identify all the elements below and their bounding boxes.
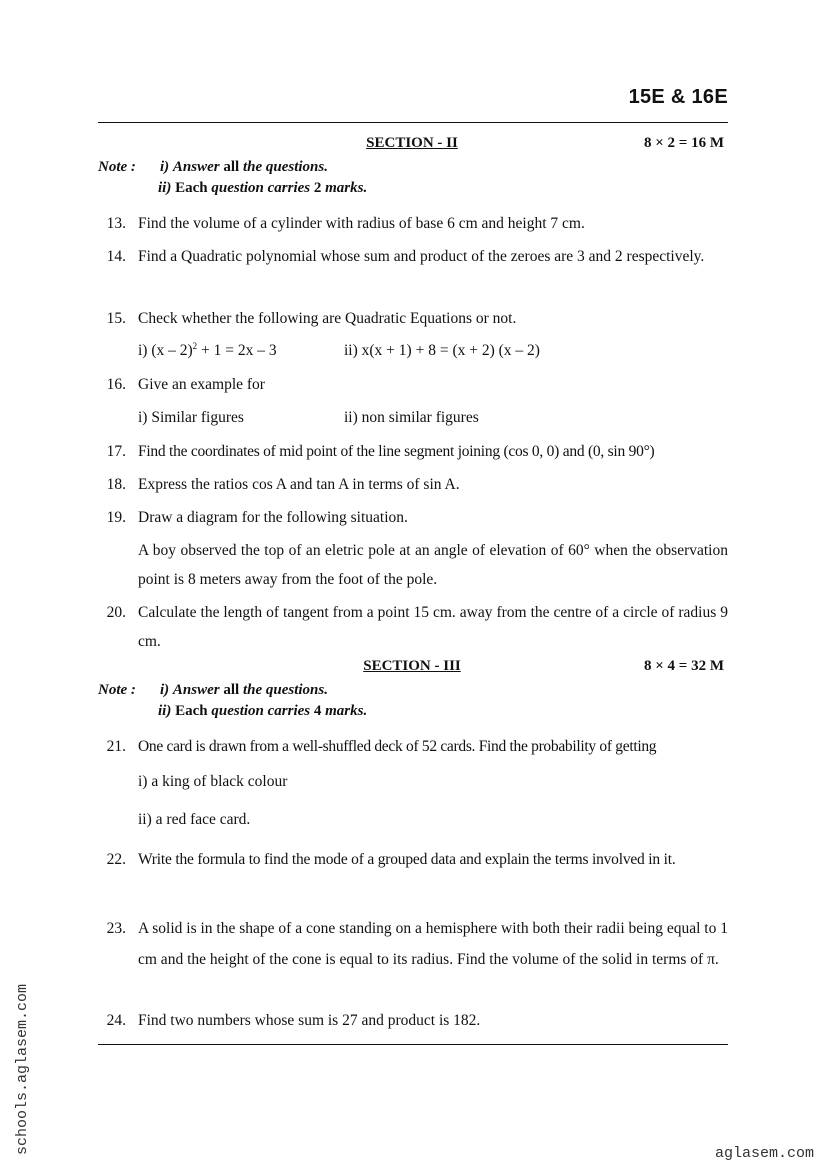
- question-number: 20.: [106, 604, 126, 621]
- question-text: Express the ratios cos A and tan A in terms of sin A.: [138, 476, 460, 493]
- question-number: 24.: [106, 1012, 126, 1029]
- question-number: 19.: [106, 509, 126, 526]
- note-label: Note :: [98, 682, 136, 698]
- question-number: 22.: [106, 851, 126, 868]
- question-text: Find a Quadratic polynomial whose sum and product of the zeroes are 3 and 2 respectively.: [138, 248, 705, 265]
- note-text: Answer: [172, 159, 220, 175]
- question-15-option-a: [138, 342, 277, 360]
- question-21-option-b: ii) a red face card.: [138, 811, 251, 828]
- note-text: question carries: [211, 180, 311, 196]
- question-text: A solid is in the shape of a cone standing on a hemisphere with both their radii being equal to 1 cm and the height of the cone is equal to its radius. Find the volume of the solid in terms of π.: [138, 920, 728, 968]
- note-text: the questions.: [242, 682, 328, 698]
- question-text: Find the volume of a cylinder with radius of base 6 cm and height 7 cm.: [138, 215, 585, 232]
- question-15-option-b: ii) x(x + 1) + 8 = (x + 2) (x – 2): [344, 342, 540, 359]
- question-number: 21.: [106, 738, 126, 755]
- question-21: [98, 732, 728, 761]
- question-text: Find two numbers whose sum is 27 and product is 182.: [138, 1012, 481, 1029]
- paper-code: 15E & 16E: [628, 86, 728, 108]
- question-24: [98, 1006, 728, 1035]
- question-number: 16.: [106, 376, 126, 393]
- question-18: [98, 470, 728, 499]
- note-text: question carries: [211, 703, 311, 719]
- note-text: Each: [175, 703, 208, 719]
- section-3-note: [98, 682, 367, 720]
- question-number: 15.: [106, 310, 126, 327]
- section-2-heading: [98, 135, 726, 155]
- question-text: Give an example for: [138, 376, 265, 393]
- option-text: + 1 = 2x – 3: [197, 342, 277, 359]
- note-text: the questions.: [242, 159, 328, 175]
- question-21-option-a: i) a king of black colour: [138, 773, 288, 790]
- note-text: all: [223, 159, 240, 175]
- question-23: [98, 913, 728, 975]
- question-13: [98, 209, 728, 238]
- note-text: marks.: [325, 180, 368, 196]
- question-14: [98, 242, 728, 271]
- question-19: [98, 503, 728, 594]
- question-text: One card is drawn from a well-shuffled deck of 52 cards. Find the probability of getting: [138, 738, 657, 755]
- section-3-title: SECTION - III: [363, 658, 461, 674]
- section-2-title: SECTION - II: [366, 135, 458, 151]
- question-text: Draw a diagram for the following situation.: [138, 509, 408, 526]
- question-text: Find the coordinates of mid point of the line segment joining (cos 0, 0) and (0, sin 90°): [138, 443, 655, 460]
- note-item-num: i): [160, 682, 170, 698]
- question-16: [98, 370, 728, 399]
- option-text: i) (x – 2): [138, 342, 193, 359]
- superscript: 2: [192, 340, 198, 351]
- question-number: 13.: [106, 215, 126, 232]
- note-text: 2: [313, 180, 322, 196]
- question-number: 18.: [106, 476, 126, 493]
- question-16-option-b: ii) non similar figures: [344, 409, 479, 426]
- question-text-continued: A boy observed the top of an eletric pole at an angle of elevation of 60° when the observation point is 8 meters away from the foot of the pole.: [138, 542, 728, 588]
- note-item-num: i): [160, 159, 170, 175]
- section-2-marks: 8 × 2 = 16 M: [643, 135, 724, 151]
- question-22: [98, 844, 728, 875]
- bottom-rule: [98, 1044, 728, 1045]
- note-item-num: ii): [158, 180, 172, 196]
- question-text: Write the formula to find the mode of a grouped data and explain the terms involved in it.: [138, 851, 676, 868]
- question-number: 17.: [106, 443, 126, 460]
- note-text: all: [223, 682, 240, 698]
- note-text: Answer: [172, 682, 220, 698]
- question-text: Check whether the following are Quadratic Equations or not.: [138, 310, 517, 327]
- question-20: [98, 598, 728, 656]
- note-label: Note :: [98, 159, 136, 175]
- section-3-marks: 8 × 4 = 32 M: [643, 658, 724, 674]
- question-17: [98, 437, 728, 466]
- note-item-num: ii): [158, 703, 172, 719]
- note-text: Each: [175, 180, 208, 196]
- question-16-option-a: i) Similar figures: [138, 409, 244, 426]
- question-number: 14.: [106, 248, 126, 265]
- top-rule: [98, 122, 728, 123]
- note-text: marks.: [325, 703, 368, 719]
- section-3-heading: [98, 658, 726, 678]
- question-number: 23.: [106, 920, 126, 937]
- side-watermark: schools.aglasem.com: [14, 983, 31, 1155]
- section-2-note: [98, 159, 367, 197]
- question-15: [98, 304, 728, 333]
- question-text: Calculate the length of tangent from a point 15 cm. away from the centre of a circle of radius 9 cm.: [138, 604, 728, 650]
- footer-watermark: aglasem.com: [714, 1145, 814, 1162]
- note-text: 4: [313, 703, 322, 719]
